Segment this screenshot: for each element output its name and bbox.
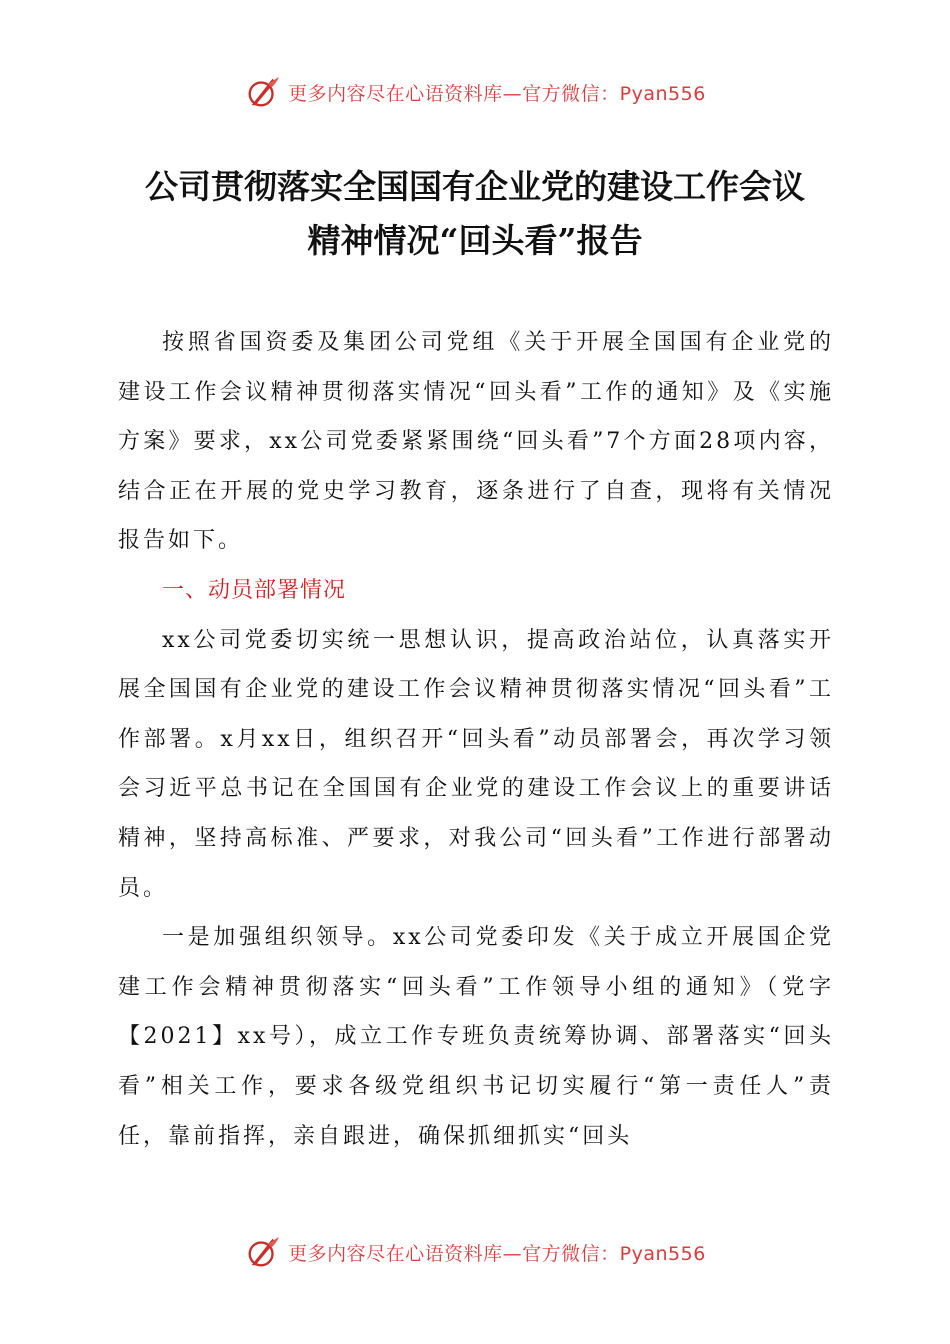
header-banner-text: 更多内容尽在心语资料库—官方微信：Pyan556 [288,82,706,105]
document-title [60,160,890,268]
intro-paragraph: 按照省国资委及集团公司党组《关于开展全国国有企业党的建设工作会议精神贯彻落实情况“回头看”工作的通知》及《实施方案》要求，xx公司党委紧紧围绕“回头看”7个方面28项内容，结合正在开展的党史学习教育，逐条进行了自查，现将有关情况报告如下。 [118,330,834,554]
title-line-2: 精神情况“回头看”报告 [307,221,643,260]
quill-logo-icon [244,73,282,111]
footer-banner [0,1232,950,1272]
section-paragraph: xx公司党委切实统一思想认识，提高政治站位，认真落实开展全国国有企业党的建设工作会议精神贯彻落实情况“回头看”工作部署。x月xx日，组织召开“回头看”动员部署会，再次学习领会习近平总书记在全国国有企业党的建设工作会议上的重要讲话精神，坚持高标准、严要求，对我公司“回头看”工作进行部署动员。 [118,627,834,901]
quill-logo-icon [244,1233,282,1271]
header-banner [0,72,950,112]
document-body [118,318,834,1161]
footer-banner-text: 更多内容尽在心语资料库—官方微信：Pyan556 [288,1242,706,1265]
title-line-1: 公司贯彻落实全国国有企业党的建设工作会议 [145,167,805,206]
section-heading: 一、动员部署情况 [162,577,347,603]
section-paragraph: 一是加强组织领导。xx公司党委印发《关于成立开展国企党建工作会精神贯彻落实“回头看”工作领导小组的通知》（党字【2021】xx号），成立工作专班负责统筹协调、部署落实“回头看”相关工作，要求各级党组织书记切实履行“第一责任人”责任，靠前指挥，亲自跟进，确保抓细抓实“回头 [118,925,834,1149]
